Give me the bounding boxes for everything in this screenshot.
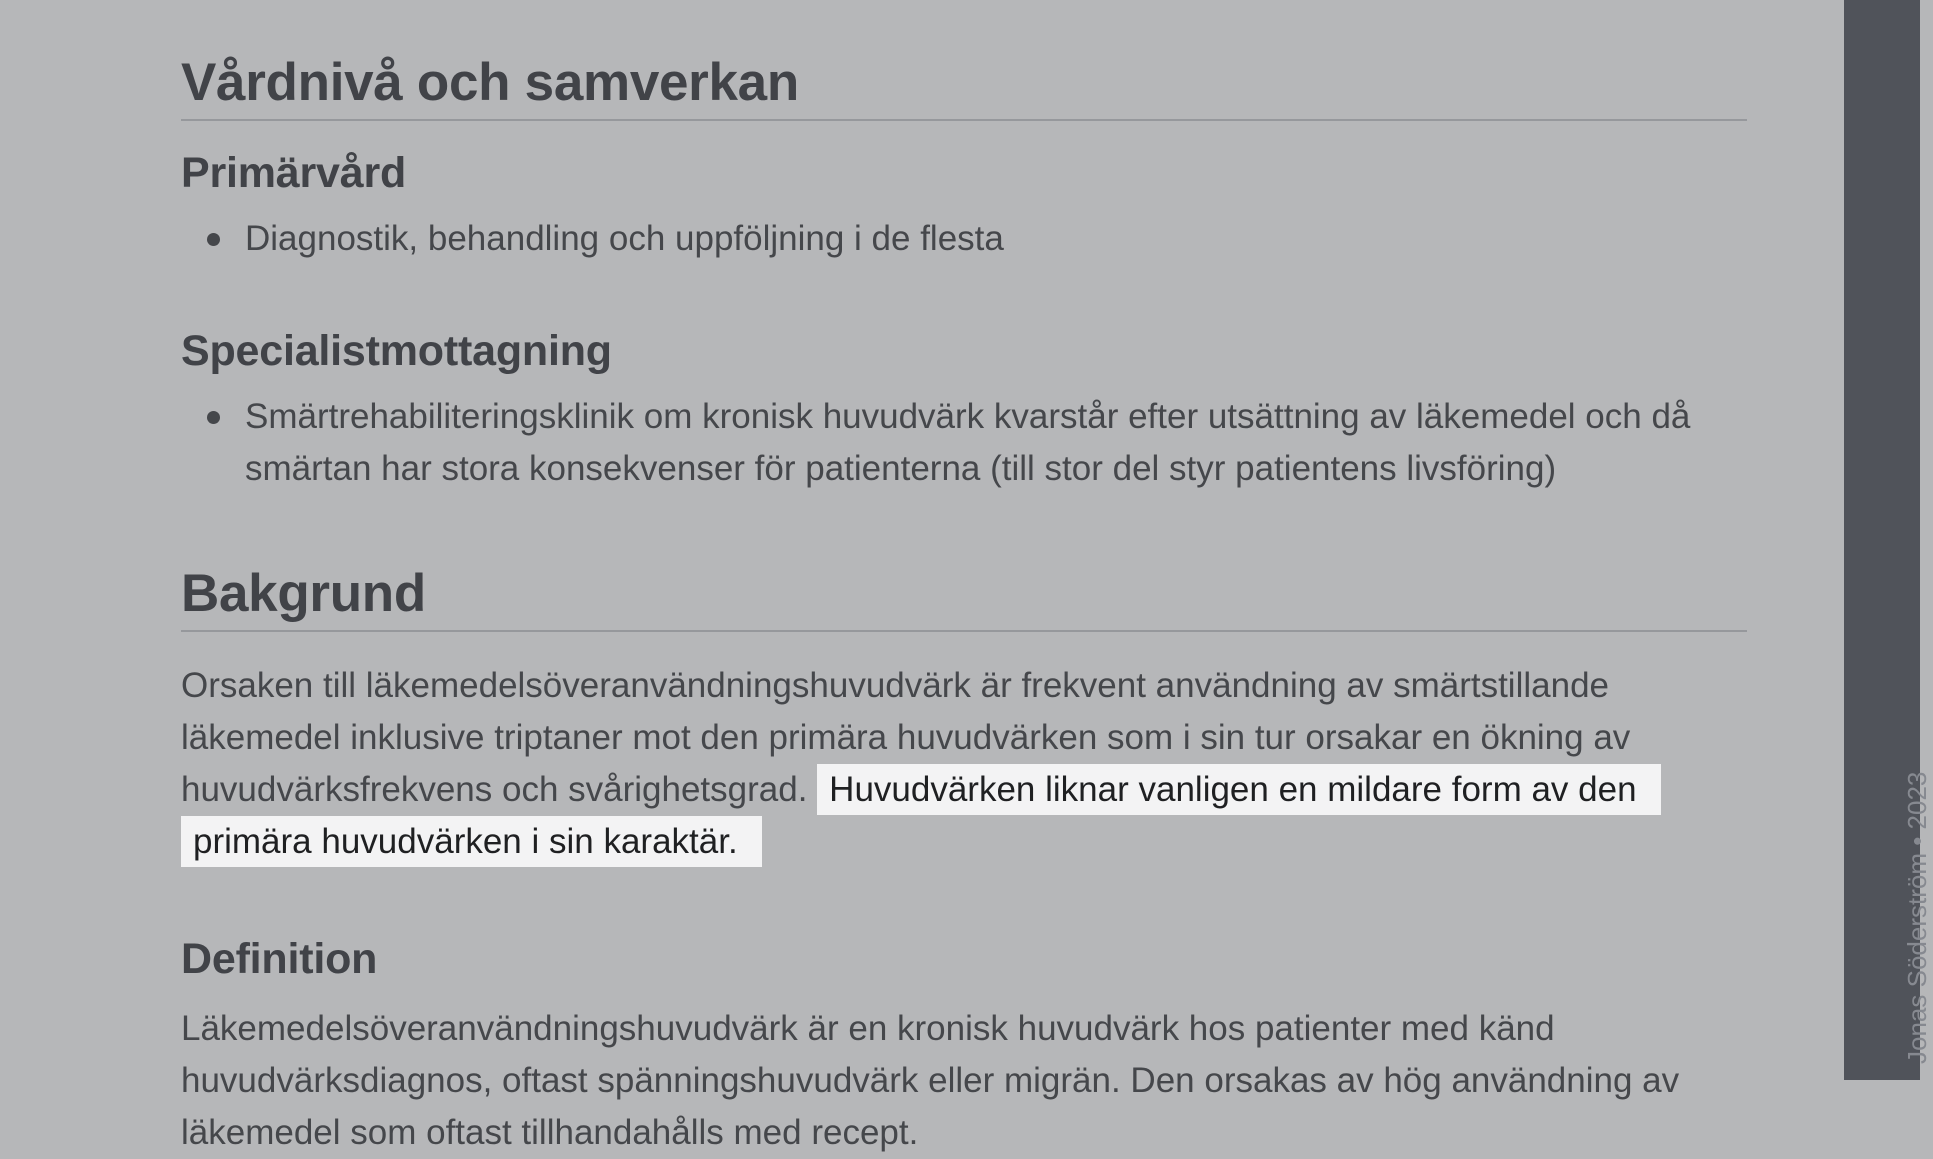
heading-bakgrund: Bakgrund <box>181 567 1747 632</box>
specialist-list <box>181 391 1747 495</box>
heading-definition: Definition <box>181 935 378 983</box>
list-item: Diagnostik, behandling och uppföljning i de flesta <box>181 213 1747 265</box>
heading-vardniva: Vårdnivå och samverkan <box>181 56 1747 121</box>
heading-specialistmottagning: Specialistmottagning <box>181 327 612 375</box>
author-credit: Jonas Söderström • 2023 <box>1902 771 1932 1064</box>
list-item: Smärtrehabiliteringsklinik om kronisk huvudvärk kvarstår efter utsättning av läkemedel och då smärtan har stora konsekvenser för patienterna (till stor del styr patientens livsföring) <box>181 391 1747 495</box>
highlighted-text: Huvudvärken liknar vanligen en mildare form av den primära huvudvärken i sin karaktär. <box>181 764 1661 867</box>
bakgrund-paragraph <box>181 660 1747 868</box>
document-content <box>181 0 1747 1159</box>
definition-paragraph: Läkemedelsöveranvändningshuvudvärk är en kronisk huvudvärk hos patienter med känd huvudvärksdiagnos, oftast spänningshuvudvärk eller migrän. Den orsakas av hög användning av läkemedel som oftast tillhandahålls med recept. <box>181 1009 1680 1152</box>
primarvard-list <box>181 213 1747 265</box>
bakgrund-text: Orsaken till läkemedelsöveranvändningshuvudvärk är frekvent användning av smärtstillande läkemedel inklusive triptaner mot den primära huvudvärken som i sin tur orsakar en ökning av huvudvärksfrekvens och svårighetsgrad. <box>181 666 1631 809</box>
heading-primarvard: Primärvård <box>181 149 407 197</box>
